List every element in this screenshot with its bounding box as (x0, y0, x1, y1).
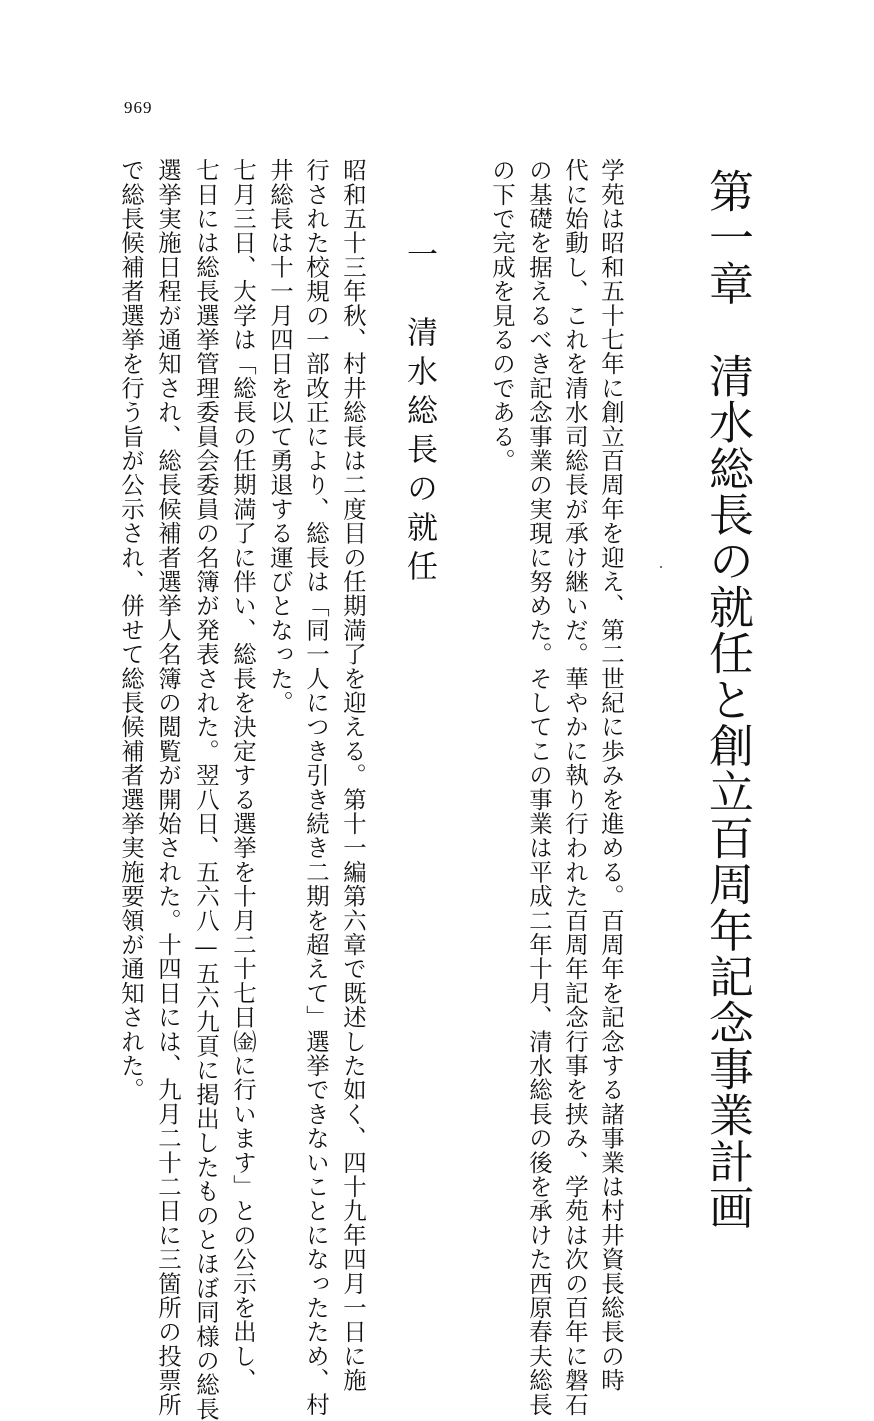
text-line: 七日には総長選挙管理委員会委員の名簿が発表された。翌八日、五六八—五六九頁に掲出したものとほぼ同様の総長 (192, 158, 220, 1421)
text-line: 井総長は十一月四日を以て勇退する運びとなった。 (266, 158, 294, 715)
text-line: 選挙実施日程が通知され、総長候補者選挙人名簿の閲覧が開始された。十四日には、九月二十二日に三箇所の投票所 (154, 158, 182, 1417)
text-line: 代に始動し、これを清水司総長が承け継いだ。華やかに執り行われた百周年記念行事を挟み、学苑は次の百年に磐石 (561, 158, 589, 1417)
text-line: 昭和五十三年秋、村井総長は二度目の任期満了を迎える。第十一編第六章で既述した如く、四十九年四月一日に施 (339, 158, 367, 1393)
text-line: の基礎を据えるべき記念事業の実現に努めた。そしてこの事業は平成二年十月、清水総長の後を承けた西原春夫総長 (525, 158, 553, 1417)
page-number: 969 (124, 98, 153, 117)
stray-dot (660, 566, 662, 568)
text-line: 七月三日、大学は「総長の任期満了に伴い、総長を決定する選挙を十月二十七日㈮に行います」との公示を出し、 (229, 158, 257, 1393)
text-line: 行された校規の一部改正により、総長は「同一人につき引き続き二期を超えて」選挙できないことになったため、村 (302, 158, 330, 1417)
text-line: の下で完成を見るのである。 (488, 158, 516, 473)
section-heading: 一 清水総長の就任 (401, 238, 437, 589)
chapter-title: 第一章 清水総長の就任と創立百周年記念事業計画 (701, 168, 754, 1231)
text-line: で総長候補者選挙を行う旨が公示され、併せて総長候補者選挙実施要領が通知された。 (117, 158, 145, 1102)
text-line: 学苑は昭和五十七年に創立百周年を迎え、第二世紀に歩みを進める。百周年を記念する諸事業は村井資長総長の時 (597, 158, 625, 1393)
